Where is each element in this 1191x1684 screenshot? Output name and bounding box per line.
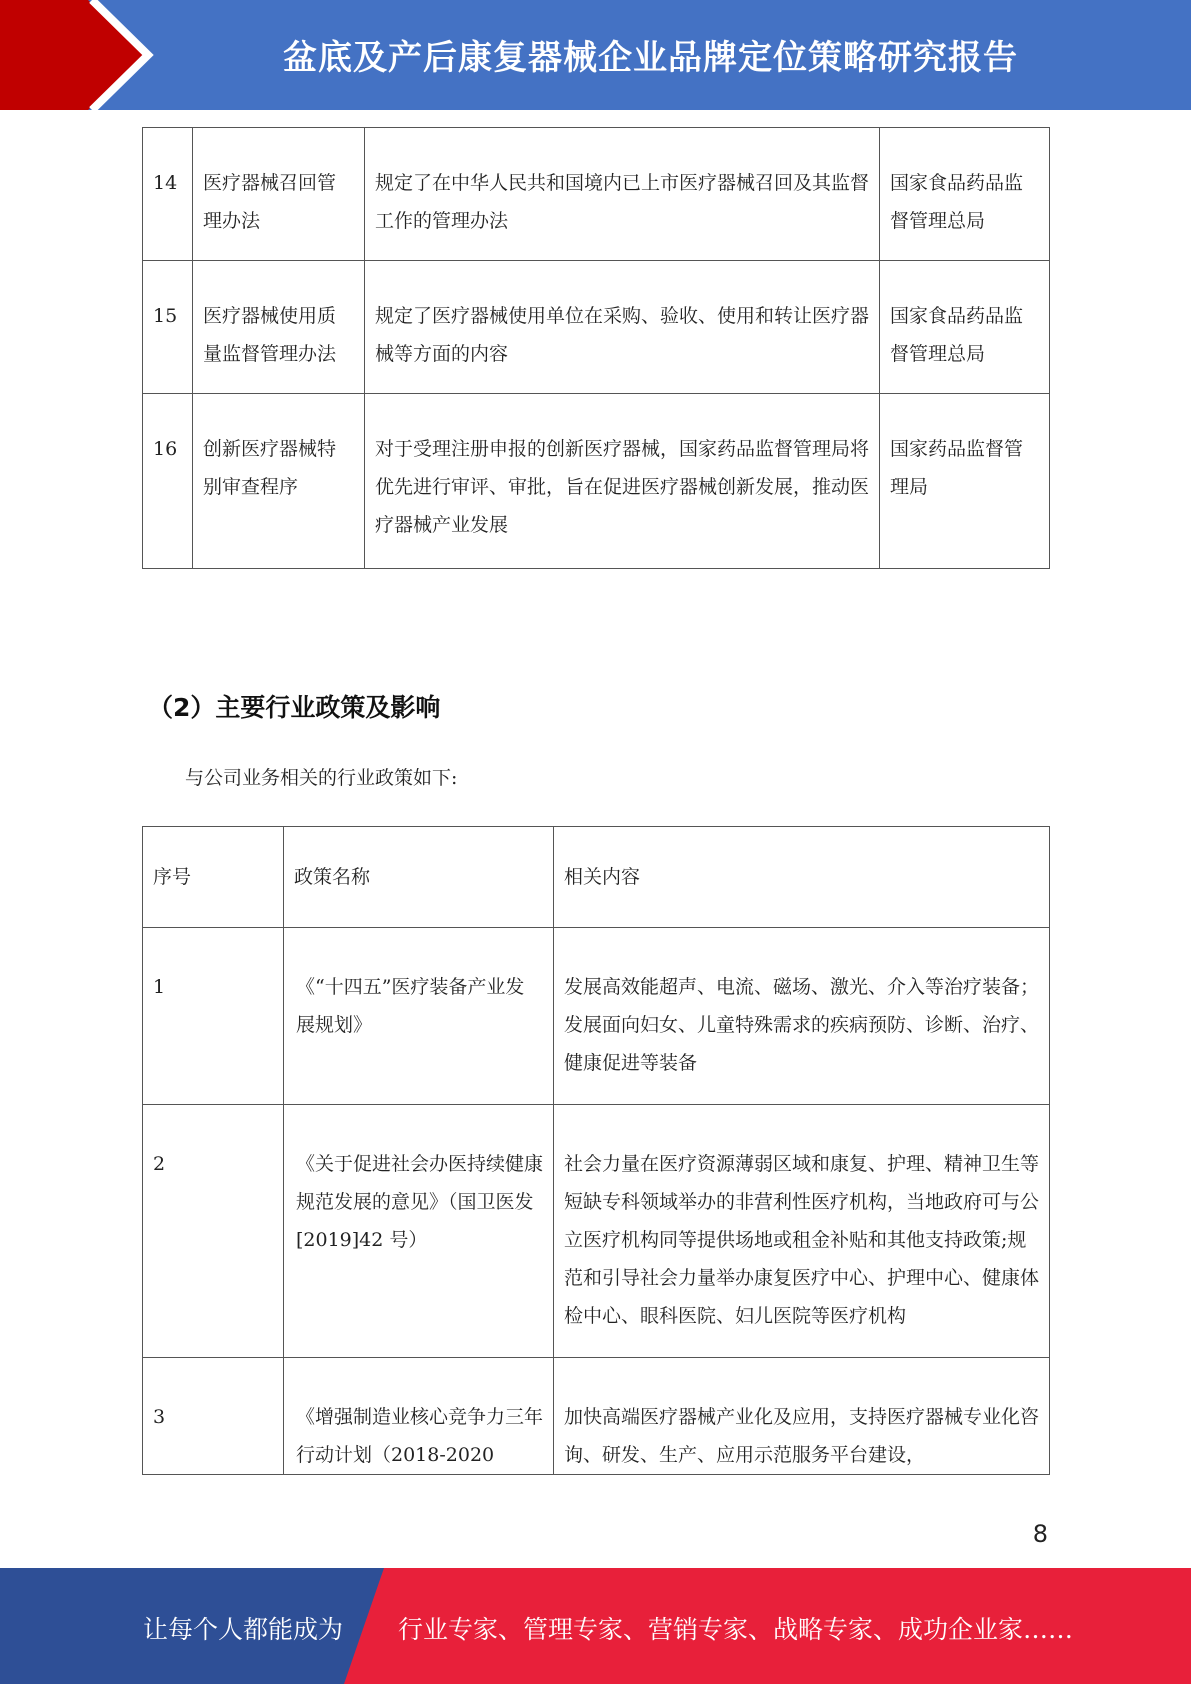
row-number: 14 — [143, 128, 193, 261]
policy-content: 加快高端医疗器械产业化及应用，支持医疗器械专业化咨询、研发、生产、应用示范服务平台建设， — [554, 1358, 1050, 1475]
regulation-name: 医疗器械使用质量监督管理办法 — [193, 261, 365, 394]
page-number: 8 — [1032, 1520, 1048, 1548]
report-header — [0, 0, 1191, 110]
regulation-table — [142, 127, 1050, 569]
policy-table — [142, 826, 1050, 1475]
row-number: 1 — [143, 928, 284, 1105]
row-number: 16 — [143, 394, 193, 569]
table-row — [143, 1358, 1050, 1475]
regulation-content: 规定了医疗器械使用单位在采购、验收、使用和转让医疗器械等方面的内容 — [365, 261, 880, 394]
footer-slogan-right: 行业专家、管理专家、营销专家、战略专家、成功企业家…… — [398, 1615, 1074, 1644]
table-row — [143, 394, 1050, 569]
row-number: 2 — [143, 1105, 284, 1358]
policy-name: 《增强制造业核心竞争力三年行动计划（2018-2020 — [284, 1358, 554, 1475]
row-number: 3 — [143, 1358, 284, 1475]
policy-content: 发展高效能超声、电流、磁场、激光、介入等治疗装备；发展面向妇女、儿童特殊需求的疾病预防、诊断、治疗、健康促进等装备 — [554, 928, 1050, 1105]
row-number: 15 — [143, 261, 193, 394]
report-title: 盆底及产后康复器械企业品牌定位策略研究报告 — [283, 38, 1018, 78]
header-no: 序号 — [143, 827, 284, 928]
table-row — [143, 928, 1050, 1105]
regulation-org: 国家食品药品监督管理总局 — [880, 261, 1050, 394]
regulation-org: 国家食品药品监督管理总局 — [880, 128, 1050, 261]
header-name: 政策名称 — [284, 827, 554, 928]
table-header-row — [143, 827, 1050, 928]
regulation-content: 规定了在中华人民共和国境内已上市医疗器械召回及其监督工作的管理办法 — [365, 128, 880, 261]
section-intro: 与公司业务相关的行业政策如下: — [185, 767, 458, 789]
section-title: （2）主要行业政策及影响 — [148, 693, 441, 722]
table-row — [143, 1105, 1050, 1358]
regulation-name: 创新医疗器械特别审查程序 — [193, 394, 365, 569]
policy-name: 《关于促进社会办医持续健康规范发展的意见》（国卫医发[2019]42 号） — [284, 1105, 554, 1358]
regulation-org: 国家药品监督管理局 — [880, 394, 1050, 569]
policy-content: 社会力量在医疗资源薄弱区域和康复、护理、精神卫生等短缺专科领域举办的非营利性医疗机构，当地政府可与公立医疗机构同等提供场地或租金补贴和其他支持政策;规范和引导社会力量举办康复医疗中心、护理中心、健康体检中心、眼科医院、妇儿医院等医疗机构 — [554, 1105, 1050, 1358]
table-row — [143, 261, 1050, 394]
regulation-content: 对于受理注册申报的创新医疗器械，国家药品监督管理局将优先进行审评、审批，旨在促进医疗器械创新发展，推动医疗器械产业发展 — [365, 394, 880, 569]
header-content: 相关内容 — [554, 827, 1050, 928]
footer-slogan-left: 让每个人都能成为 — [143, 1615, 344, 1644]
regulation-name: 医疗器械召回管理办法 — [193, 128, 365, 261]
policy-name: 《“十四五”医疗装备产业发展规划》 — [284, 928, 554, 1105]
table-row — [143, 128, 1050, 261]
report-footer — [0, 1568, 1191, 1684]
